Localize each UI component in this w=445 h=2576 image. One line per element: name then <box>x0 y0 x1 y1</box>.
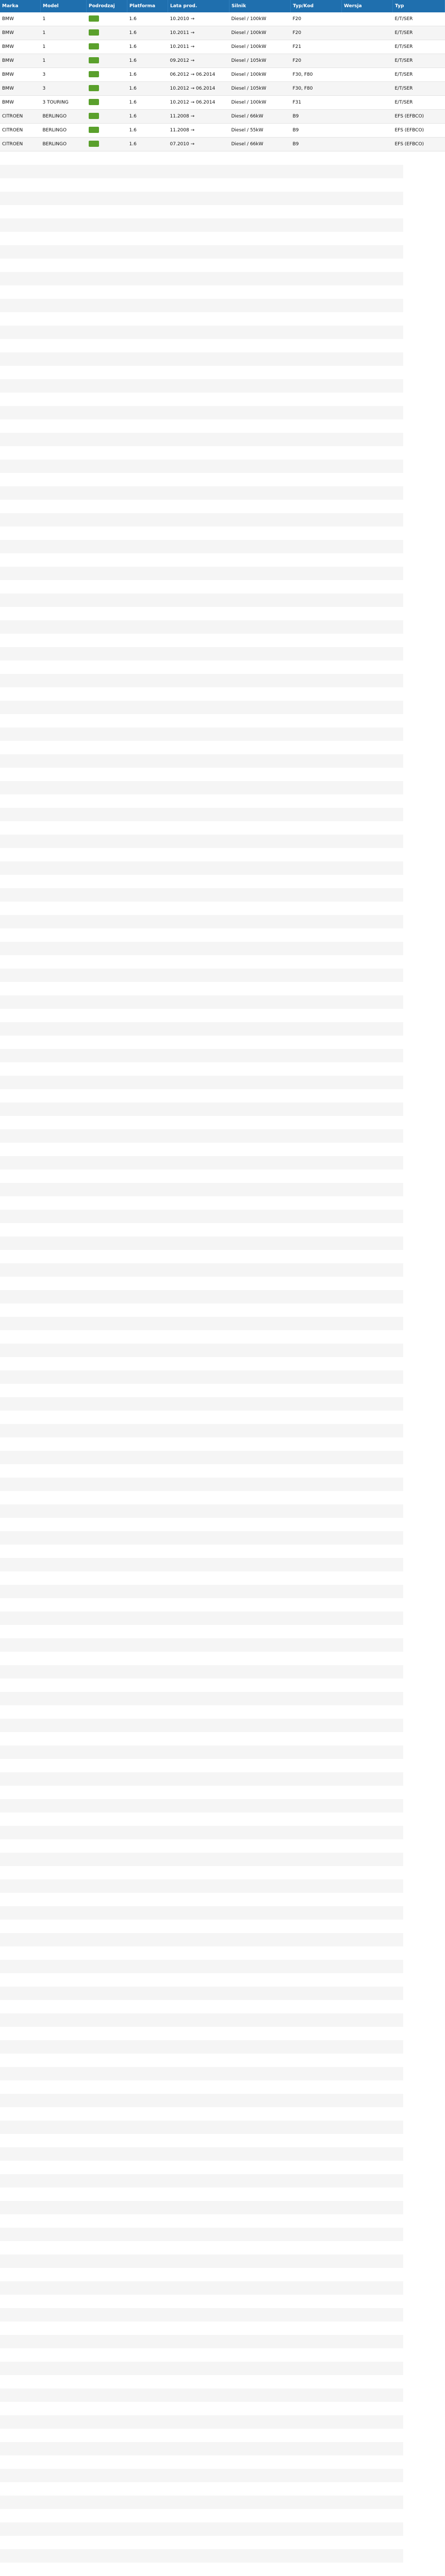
table-cell <box>87 110 127 124</box>
table-cell <box>342 12 393 26</box>
table-cell: BMW <box>0 96 41 110</box>
status-badge <box>89 43 99 49</box>
table-cell: EFS (EFBCO) <box>393 124 445 138</box>
header-platforma: Platforma <box>127 0 168 12</box>
table-cell: 1 <box>41 12 87 26</box>
table-row[interactable] <box>0 124 445 138</box>
data-table <box>0 0 445 151</box>
table-cell: 10.2012 → 06.2014 <box>168 96 229 110</box>
table-cell: Diesel / 66kW <box>229 138 291 151</box>
table-cell: 1.6 <box>127 12 168 26</box>
table-cell: CITROEN <box>0 138 41 151</box>
header-model: Model <box>41 0 87 12</box>
table-cell <box>342 124 393 138</box>
header-typ-kod: Typ/Kod <box>291 0 342 12</box>
table-cell: 10.2011 → <box>168 40 229 54</box>
table-cell: BMW <box>0 68 41 82</box>
table-cell: Diesel / 105kW <box>229 82 291 96</box>
table-cell: B9 <box>291 138 342 151</box>
status-badge <box>89 127 99 133</box>
table-cell: 1.6 <box>127 82 168 96</box>
table-cell <box>87 124 127 138</box>
table-cell: Diesel / 66kW <box>229 110 291 124</box>
table-cell: BMW <box>0 82 41 96</box>
table-cell: 1.6 <box>127 110 168 124</box>
table-cell: F20 <box>291 54 342 68</box>
table-row[interactable] <box>0 82 445 96</box>
status-badge <box>89 113 99 119</box>
table-row[interactable] <box>0 54 445 68</box>
table-cell: BERLINGO <box>41 124 87 138</box>
status-badge <box>89 57 99 63</box>
table-cell: 1 <box>41 54 87 68</box>
table-cell <box>87 96 127 110</box>
table-cell: 11.2008 → <box>168 124 229 138</box>
table-cell <box>342 26 393 40</box>
table-cell: Diesel / 55kW <box>229 124 291 138</box>
status-badge <box>89 71 99 77</box>
table-cell <box>87 12 127 26</box>
table-cell: 1.6 <box>127 26 168 40</box>
table-cell: 11.2008 → <box>168 110 229 124</box>
table-cell: Diesel / 105kW <box>229 54 291 68</box>
table-cell: 1.6 <box>127 54 168 68</box>
table-cell: Diesel / 100kW <box>229 12 291 26</box>
table-cell: 06.2012 → 06.2014 <box>168 68 229 82</box>
table-cell: 3 <box>41 68 87 82</box>
table-cell: Diesel / 100kW <box>229 26 291 40</box>
table-cell: B9 <box>291 124 342 138</box>
status-badge <box>89 99 99 105</box>
table-cell <box>87 26 127 40</box>
table-cell <box>342 96 393 110</box>
table-cell: F20 <box>291 12 342 26</box>
header-typ: Typ <box>393 0 445 12</box>
table-cell: CITROEN <box>0 110 41 124</box>
table-cell: 1.6 <box>127 68 168 82</box>
table-body <box>0 12 445 151</box>
table-row[interactable] <box>0 110 445 124</box>
table-cell: Diesel / 100kW <box>229 68 291 82</box>
table-cell: E/T/SER <box>393 96 445 110</box>
status-badge <box>89 141 99 147</box>
table-cell: 1 <box>41 40 87 54</box>
table-cell: F30, F80 <box>291 68 342 82</box>
table-cell: EFS (EFBCO) <box>393 138 445 151</box>
table-cell <box>87 68 127 82</box>
table-cell: F30, F80 <box>291 82 342 96</box>
header-silnik: Silnik <box>229 0 291 12</box>
table-cell: BERLINGO <box>41 110 87 124</box>
table-cell: 1.6 <box>127 40 168 54</box>
table-row[interactable] <box>0 138 445 151</box>
table-cell: 10.2011 → <box>168 26 229 40</box>
table-cell: 3 <box>41 82 87 96</box>
table-cell: F21 <box>291 40 342 54</box>
table-cell: 3 TOURING <box>41 96 87 110</box>
table-cell: E/T/SER <box>393 40 445 54</box>
table-cell: BERLINGO <box>41 138 87 151</box>
table-row[interactable] <box>0 96 445 110</box>
header-marka: Marka <box>0 0 41 12</box>
header-wersja: Wersja <box>342 0 393 12</box>
header-podrodzaj: Podrodzaj <box>87 0 127 12</box>
table-cell: 07.2010 → <box>168 138 229 151</box>
table-cell: F20 <box>291 26 342 40</box>
table-cell: E/T/SER <box>393 68 445 82</box>
table-cell <box>342 40 393 54</box>
table-cell: E/T/SER <box>393 12 445 26</box>
table-cell <box>87 54 127 68</box>
table-cell: 10.2010 → <box>168 12 229 26</box>
table-cell: E/T/SER <box>393 54 445 68</box>
status-badge <box>89 29 99 36</box>
table-cell: B9 <box>291 110 342 124</box>
table-cell <box>342 138 393 151</box>
table-cell: 09.2012 → <box>168 54 229 68</box>
table-row[interactable] <box>0 68 445 82</box>
table-cell <box>342 54 393 68</box>
table-cell: BMW <box>0 26 41 40</box>
table-cell: BMW <box>0 40 41 54</box>
table-cell: F31 <box>291 96 342 110</box>
table-header-row <box>0 0 445 12</box>
table-row[interactable] <box>0 12 445 26</box>
status-badge <box>89 85 99 91</box>
table-cell: 1.6 <box>127 96 168 110</box>
table-cell <box>87 40 127 54</box>
status-badge <box>89 15 99 22</box>
table-cell: Diesel / 100kW <box>229 96 291 110</box>
table-cell: CITROEN <box>0 124 41 138</box>
table-cell: E/T/SER <box>393 26 445 40</box>
table-cell: Diesel / 100kW <box>229 40 291 54</box>
table-cell <box>87 138 127 151</box>
table-cell: 1 <box>41 26 87 40</box>
table-row[interactable] <box>0 40 445 54</box>
table-cell <box>87 82 127 96</box>
table-cell: 10.2012 → 06.2014 <box>168 82 229 96</box>
table-cell <box>342 82 393 96</box>
table-cell: 1.6 <box>127 138 168 151</box>
table-cell: BMW <box>0 12 41 26</box>
table-cell: EFS (EFBCO) <box>393 110 445 124</box>
table-cell: 1.6 <box>127 124 168 138</box>
table-cell <box>342 68 393 82</box>
table-filler <box>0 151 403 2576</box>
table-cell: E/T/SER <box>393 82 445 96</box>
header-lata: Lata prod. <box>168 0 229 12</box>
table-cell <box>342 110 393 124</box>
table-cell: BMW <box>0 54 41 68</box>
table-row[interactable] <box>0 26 445 40</box>
